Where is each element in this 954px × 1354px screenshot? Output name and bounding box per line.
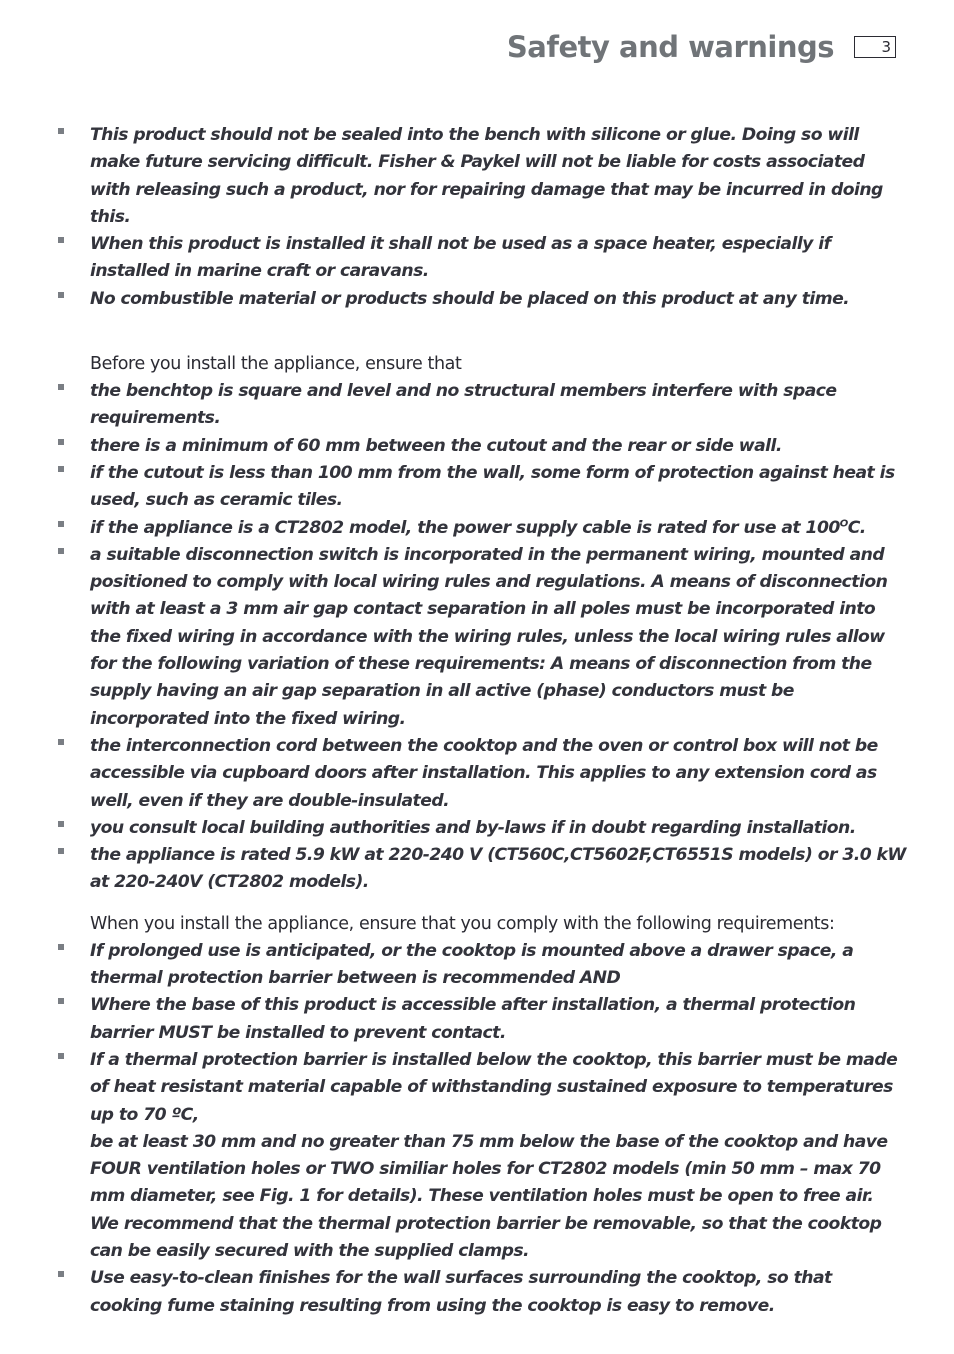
square-bullet-icon (58, 521, 64, 527)
square-bullet-icon (58, 128, 64, 134)
square-bullet-icon (58, 848, 64, 854)
list-item: the interconnection cord between the cooktop and the oven or control box will not be accessible via cupboard doors after installation. This applies to any extension cord as well, even if they are double-insulated. (58, 733, 906, 815)
square-bullet-icon (58, 739, 64, 745)
square-bullet-icon (58, 1271, 64, 1277)
list-item: Where the base of this product is accessible after installation, a thermal protection barrier MUST be installed to prevent contact. (58, 992, 906, 1047)
square-bullet-icon (58, 237, 64, 243)
list-item: Use easy-to-clean finishes for the wall surfaces surrounding the cooktop, so that cooking fume staining resulting from using the cooktop is easy to remove. (58, 1265, 906, 1320)
list-item: When this product is installed it shall not be used as a space heater, especially if installed in marine craft or caravans. (58, 231, 906, 286)
list-item: the appliance is rated 5.9 kW at 220-240 V (CT560C,CT5602F,CT6551S models) or 3.0 kW at 220-240V (CT2802 models). (58, 842, 906, 897)
square-bullet-icon (58, 439, 64, 445)
list-item: No combustible material or products should be placed on this product at any time. (58, 286, 906, 313)
square-bullet-icon (58, 384, 64, 390)
list-item: This product should not be sealed into the bench with silicone or glue. Doing so will make future servicing difficult. Fisher & Paykel will not be liable for costs associated with releasing such a product, nor for repairing damage that may be incurred in doing this. (58, 122, 906, 231)
square-bullet-icon (58, 998, 64, 1004)
list-item: If prolonged use is anticipated, or the cooktop is mounted above a drawer space, a thermal protection barrier between is recommended AND (58, 938, 906, 993)
list-item: if the cutout is less than 100 mm from the wall, some form of protection against heat is used, such as ceramic tiles. (58, 460, 906, 515)
when-install-list (58, 938, 906, 1320)
list-item: If a thermal protection barrier is installed below the cooktop, this barrier must be made of heat resistant material capable of withstanding sustained exposure to temperatures up to 70 ºC, be at least 30 mm and no greater than 75 mm below the base of the cooktop and have FOUR ventilation holes or TWO similiar holes for CT2802 models (min 50 mm – max 70 mm diameter, see Fig. 1 for details). These ventilation holes must be open to free air. We recommend that the thermal protection barrier be removable, so that the cooktop can be easily secured with the supplied clamps. (58, 1047, 906, 1265)
before-install-heading: Before you install the appliance, ensure that (90, 354, 462, 375)
list-item: you consult local building authorities and by-laws if in doubt regarding installation. (58, 815, 906, 842)
warnings-list (58, 122, 906, 313)
square-bullet-icon (58, 292, 64, 298)
page-number: 3 (854, 36, 896, 58)
page-header (507, 30, 896, 64)
list-item: a suitable disconnection switch is incorporated in the permanent wiring, mounted and positioned to comply with local wiring rules and regulations. A means of disconnection with at least a 3 mm air gap contact separation in all poles must be incorporated into the fixed wiring in accordance with the wiring rules, unless the local wiring rules allow for the following variation of these requirements: A means of disconnection from the supply having an air gap separation in all active (phase) conductors must be incorporated into the fixed wiring. (58, 542, 906, 733)
square-bullet-icon (58, 1053, 64, 1059)
list-item: if the appliance is a CT2802 model, the power supply cable is rated for use at $100^OC$. (58, 515, 906, 542)
list-item: there is a minimum of 60 mm between the cutout and the rear or side wall. (58, 433, 906, 460)
square-bullet-icon (58, 548, 64, 554)
before-install-list (58, 378, 906, 897)
square-bullet-icon (58, 821, 64, 827)
when-install-heading: When you install the appliance, ensure that you comply with the following requirements: (90, 913, 835, 934)
square-bullet-icon (58, 466, 64, 472)
page-content (58, 122, 906, 1320)
square-bullet-icon (58, 944, 64, 950)
list-item: the benchtop is square and level and no structural members interfere with space requirements. (58, 378, 906, 433)
page-title: Safety and warnings (506, 30, 834, 64)
